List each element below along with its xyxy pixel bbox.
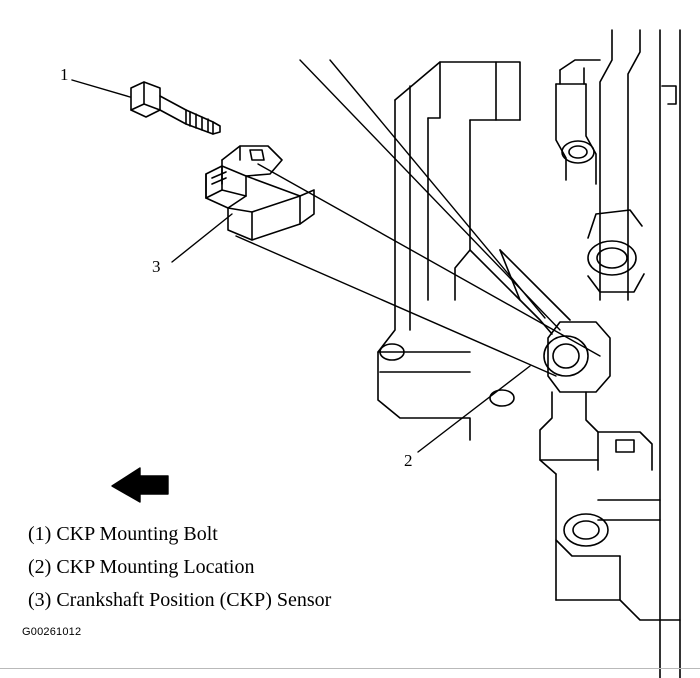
direction-arrow — [112, 468, 168, 502]
leader-line-2 — [418, 366, 530, 452]
installation-axis-lines — [236, 60, 600, 376]
leader-line-1 — [72, 80, 130, 97]
callout-leader-lines — [72, 80, 530, 452]
legend — [28, 518, 488, 617]
legend-item-2: (2) CKP Mounting Location — [28, 556, 255, 578]
callout-label-3: 3 — [152, 257, 161, 276]
ckp-mounting-bolt — [131, 82, 220, 134]
callout-label-2: 2 — [404, 451, 413, 470]
callout-label-1: 1 — [60, 65, 69, 84]
ckp-sensor — [206, 146, 314, 240]
legend-item-3: (3) Crankshaft Position (CKP) Sensor — [28, 589, 332, 611]
legend-item-1: (1) CKP Mounting Bolt — [28, 523, 218, 545]
figure-code: G00261012 — [22, 626, 82, 638]
leader-line-3 — [172, 214, 232, 262]
bottom-divider — [0, 668, 700, 669]
